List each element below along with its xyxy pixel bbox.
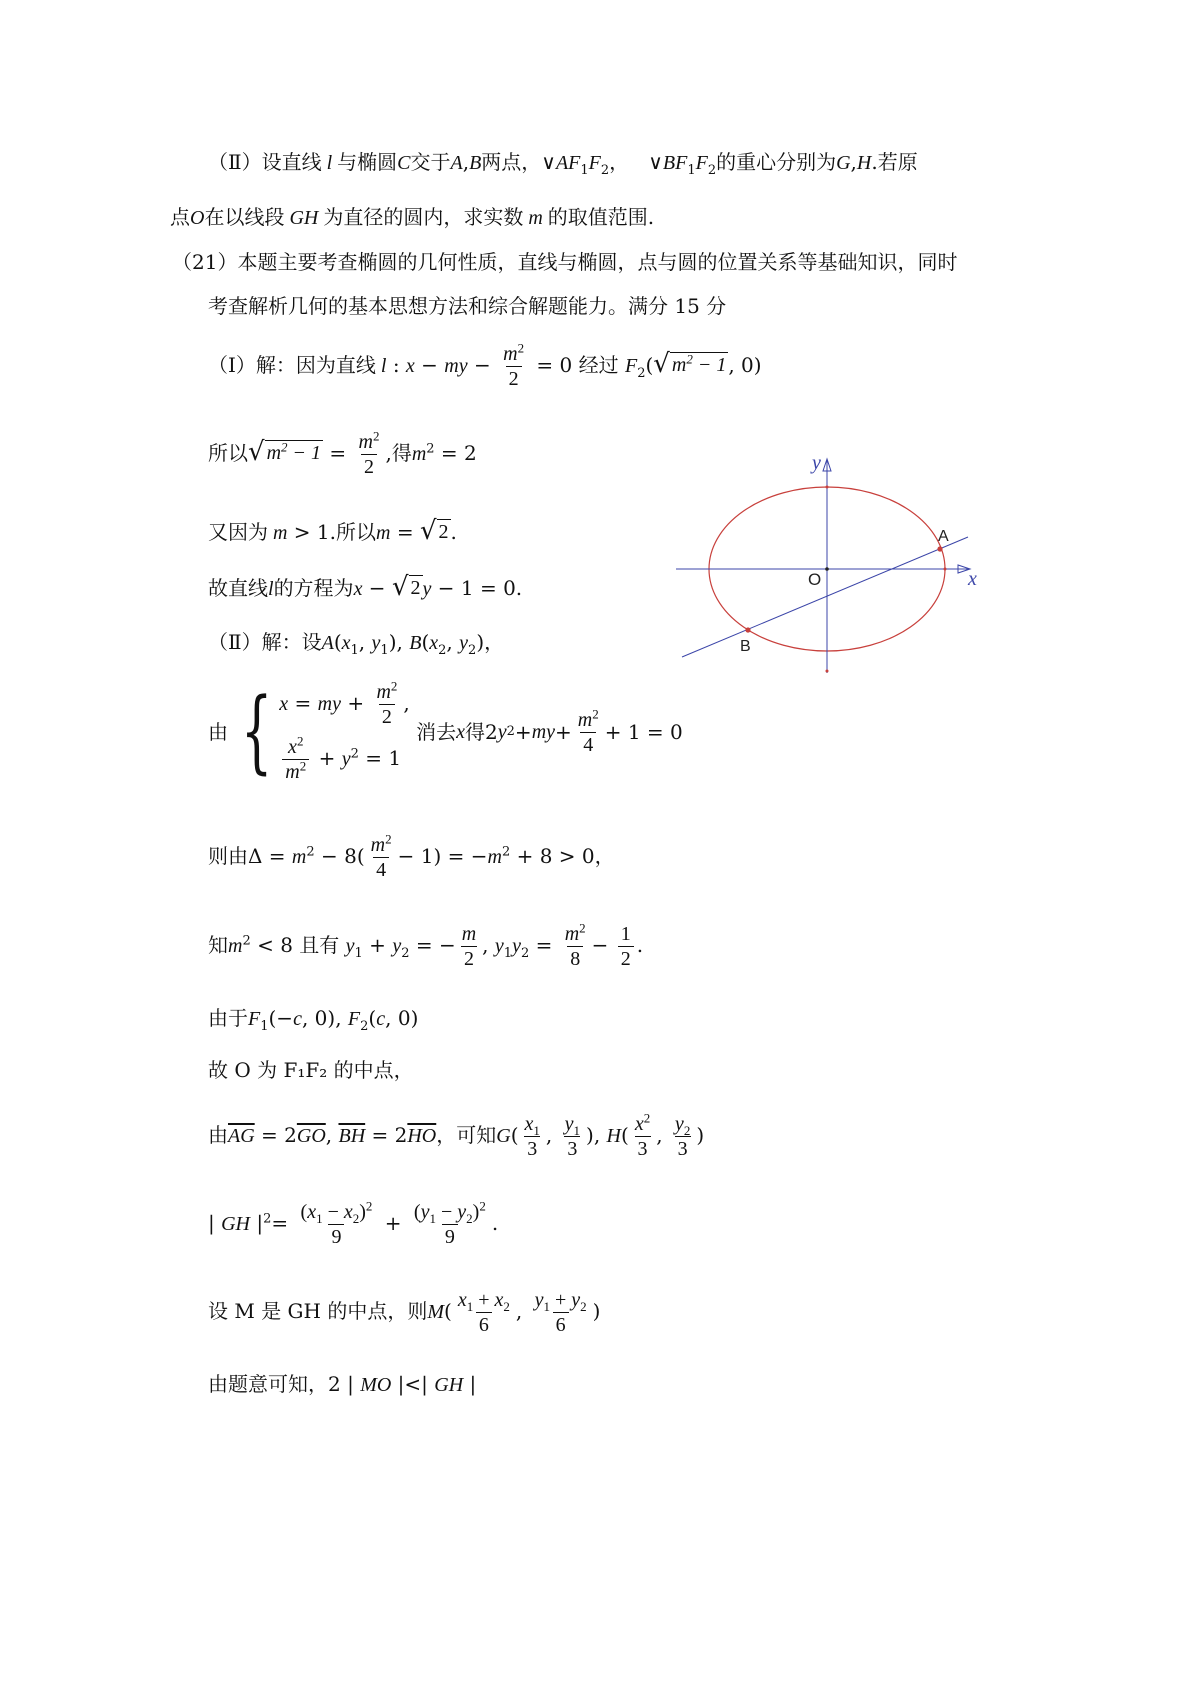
- ellipse-diagram: [672, 455, 992, 685]
- part2-m-midpoint: 设 M 是 GH 的中点，则M( $\frac{x_1 + x_2}{6}$ , $\frac{y_1 + y_2}{6}$ ): [208, 1289, 601, 1336]
- part2-foci: 由于$F_1(-c$, 0), $F_2(c$, 0): [208, 1006, 419, 1034]
- bottom-tick-dot: [826, 670, 829, 673]
- solution-header-line1: （21）本题主要考查椭圆的几何性质，直线与椭圆，点与圆的位置关系等基础知识，同时: [172, 250, 958, 274]
- part2-discriminant: 则由$\Delta = m^2 - 8$( $\frac{m^2}{4}$ − $1) = -m^2 + 8 > 0$，: [208, 831, 615, 881]
- y-axis-label: y: [812, 455, 821, 474]
- origin-dot: [825, 567, 829, 571]
- origin-label: O: [808, 570, 822, 589]
- point-b-label: B: [740, 638, 751, 655]
- point-a-label: A: [938, 528, 949, 545]
- part1-line2: 所以 √ $m^2 - 1$ = $\frac{m^2}{2}$ ,得$m^2 = 2$: [208, 428, 477, 478]
- top-vertex-dot: [826, 486, 829, 489]
- part2-line1: （Ⅱ）解：设$A(x_1$, $y_1$), $B(x_2$, $y_2$)，: [208, 630, 505, 658]
- part2-gh-length: | GH $|^2=$ $\frac{(x_1 - x_2)^2}{9}$ + $\frac{(y_1 - y_2)^2}{9}$ .: [208, 1198, 499, 1248]
- line-l: [682, 537, 968, 657]
- point-a-dot: [937, 546, 942, 551]
- part2-system: 由 { x = my + $\frac{m^2}{2}$ , $\frac{x^2}{m^2}$ + $y^2 = 1$ 消去 x 得 2 y 2 + my + $\frac{m^2}{4}$ + 1 = 0: [208, 678, 683, 784]
- solution-header-line2: 考查解析几何的基本思想方法和综合解题能力。满分 15 分: [208, 294, 727, 318]
- part1-line4: 故直线l的方程为x − √ 2 y − 1 = 0.: [208, 572, 523, 602]
- x-axis-label: x: [968, 568, 977, 590]
- part1-line3: 又因为 m > 1.所以m = √ 2 .: [208, 516, 457, 546]
- part1-line1: （Ⅰ）解：因为直线 l : x − my − $\frac{m^2}{2}$ = 0 经过 $F_2$( √ $m^2 - 1$ , 0): [208, 340, 762, 390]
- part2-vieta: 知$m^2 < 8$ 且有 $y_1 + y_2$ = − $\frac{m}{2}$ , $y_1y_2$ = $\frac{m^2}{8}$ − $\frac{1}{2}$ .: [208, 920, 644, 970]
- part2-midpoint-note: 故 O 为 F₁F₂ 的中点，: [208, 1058, 414, 1082]
- ellipse-figure: [672, 455, 992, 690]
- problem-part2-line1: （Ⅱ）设直线 l 与椭圆C交于A,B两点，$\vee AF_1F_2$， $\vee BF_1F_2$的重心分别为G,H.若原: [208, 150, 918, 178]
- part2-condition: 由题意可知，2 | MO |<| GH |: [208, 1372, 477, 1396]
- point-b-dot: [745, 627, 750, 632]
- right-vertex-dot: [944, 568, 947, 571]
- part2-centroid: 由$\overline{AG} = 2\overline{GO}$, $\overline{BH} = 2\overline{HO}$，可知G( $\frac{x_1}{3}$ , $\frac{y_1}{3}$ ), H( $\frac{x^2}{3}$ , $\frac{y_2}{3}$ ): [208, 1110, 705, 1160]
- problem-part2-line2: 点O在以线段 GH 为直径的圆内，求实数 m 的取值范围.: [170, 205, 655, 229]
